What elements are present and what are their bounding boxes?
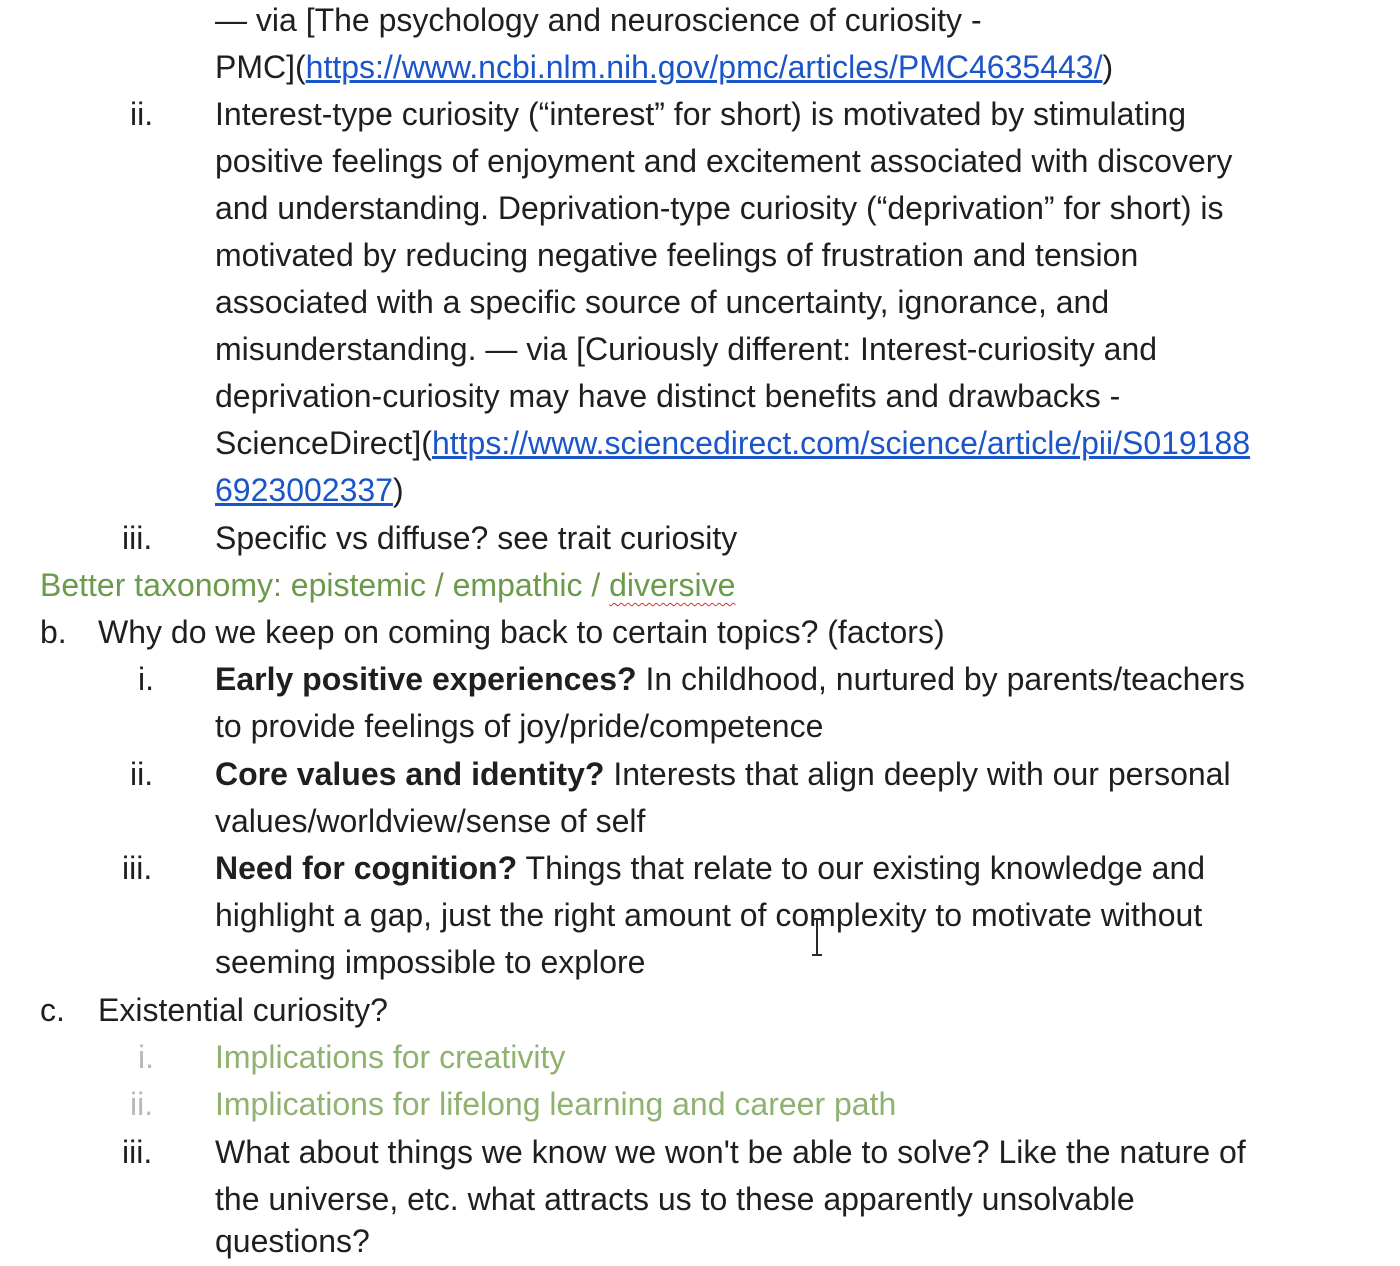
list-marker: i. [138,661,154,697]
text-cursor-icon [810,918,824,956]
citation-suffix: ) [1102,49,1114,85]
list-item-text: questions? [215,1223,370,1259]
list-marker: i. [138,1039,154,1075]
list-item-text: to provide feelings of joy/pride/competence [215,708,824,744]
factor-desc: In childhood, nurtured by parents/teachers [636,661,1245,697]
list-item-text: associated with a specific source of uncertainty, ignorance, and [215,284,1110,320]
section-heading: Why do we keep on coming back to certain topics? (factors) [98,614,945,650]
list-item-text: misunderstanding. — via [Curiously different: Interest-curiosity and [215,331,1158,367]
list-item-text [215,845,1205,892]
citation-line [215,420,1250,467]
list-marker: ii. [130,96,154,132]
list-item-text: the universe, etc. what attracts us to these apparently unsolvable [215,1181,1135,1217]
citation-line [215,467,404,514]
factor-desc: Things that relate to our existing knowledge and [517,850,1206,886]
list-item-text: Implications for lifelong learning and career path [215,1086,897,1122]
factor-title: Early positive experiences? [215,661,637,697]
list-marker: iii. [122,520,153,556]
factor-title: Core values and identity? [215,756,605,792]
citation-line [215,44,1113,91]
citation-text: — via [The psychology and neuroscience of curiosity - [215,2,982,38]
list-item-text: Interest-type curiosity (“interest” for short) is motivated by stimulating [215,96,1186,132]
citation-line [215,0,982,44]
citation-suffix: ) [392,472,404,508]
list-item-text: deprivation-curiosity may have distinct benefits and drawbacks - [215,378,1121,414]
factor-desc: Interests that align deeply with our personal [604,756,1231,792]
list-item-text: positive feelings of enjoyment and excitement associated with discovery [215,143,1233,179]
list-item-text [215,656,1245,703]
list-item-text: What about things we know we won't be able to solve? Like the nature of [215,1134,1246,1170]
list-marker: iii. [122,1134,153,1170]
list-item-text: values/worldview/sense of self [215,803,646,839]
section-heading: Existential curiosity? [98,992,388,1028]
list-item-text: motivated by reducing negative feelings of frustration and tension [215,237,1139,273]
taxonomy-note [40,562,735,609]
sciencedirect-link-cont[interactable]: 6923002337 [215,472,393,508]
citation-source: ScienceDirect]( [215,425,432,461]
pmc-link[interactable]: https://www.ncbi.nlm.nih.gov/pmc/articles/PMC4635443/ [305,49,1103,85]
citation-source: PMC]( [215,49,306,85]
list-item-text: highlight a gap, just the right amount of complexity to motivate without [215,897,1203,933]
taxonomy-text: Better taxonomy: epistemic / empathic / [40,567,610,603]
list-marker: ii. [130,1086,154,1122]
list-marker: iii. [122,850,153,886]
section-marker: c. [40,992,65,1028]
list-item-text: and understanding. Deprivation-type curiosity (“deprivation” for short) is [215,190,1224,226]
factor-title: Need for cognition? [215,850,518,886]
list-marker: ii. [130,756,154,792]
spellcheck-word[interactable]: diversive [609,567,736,603]
list-item-text: Implications for creativity [215,1039,566,1075]
list-item-text: Specific vs diffuse? see trait curiosity [215,520,738,556]
sciencedirect-link[interactable]: https://www.sciencedirect.com/science/article/pii/S019188 [431,425,1251,461]
list-item-text: seeming impossible to explore [215,944,646,980]
list-item-text [215,751,1231,798]
section-marker: b. [40,614,67,650]
